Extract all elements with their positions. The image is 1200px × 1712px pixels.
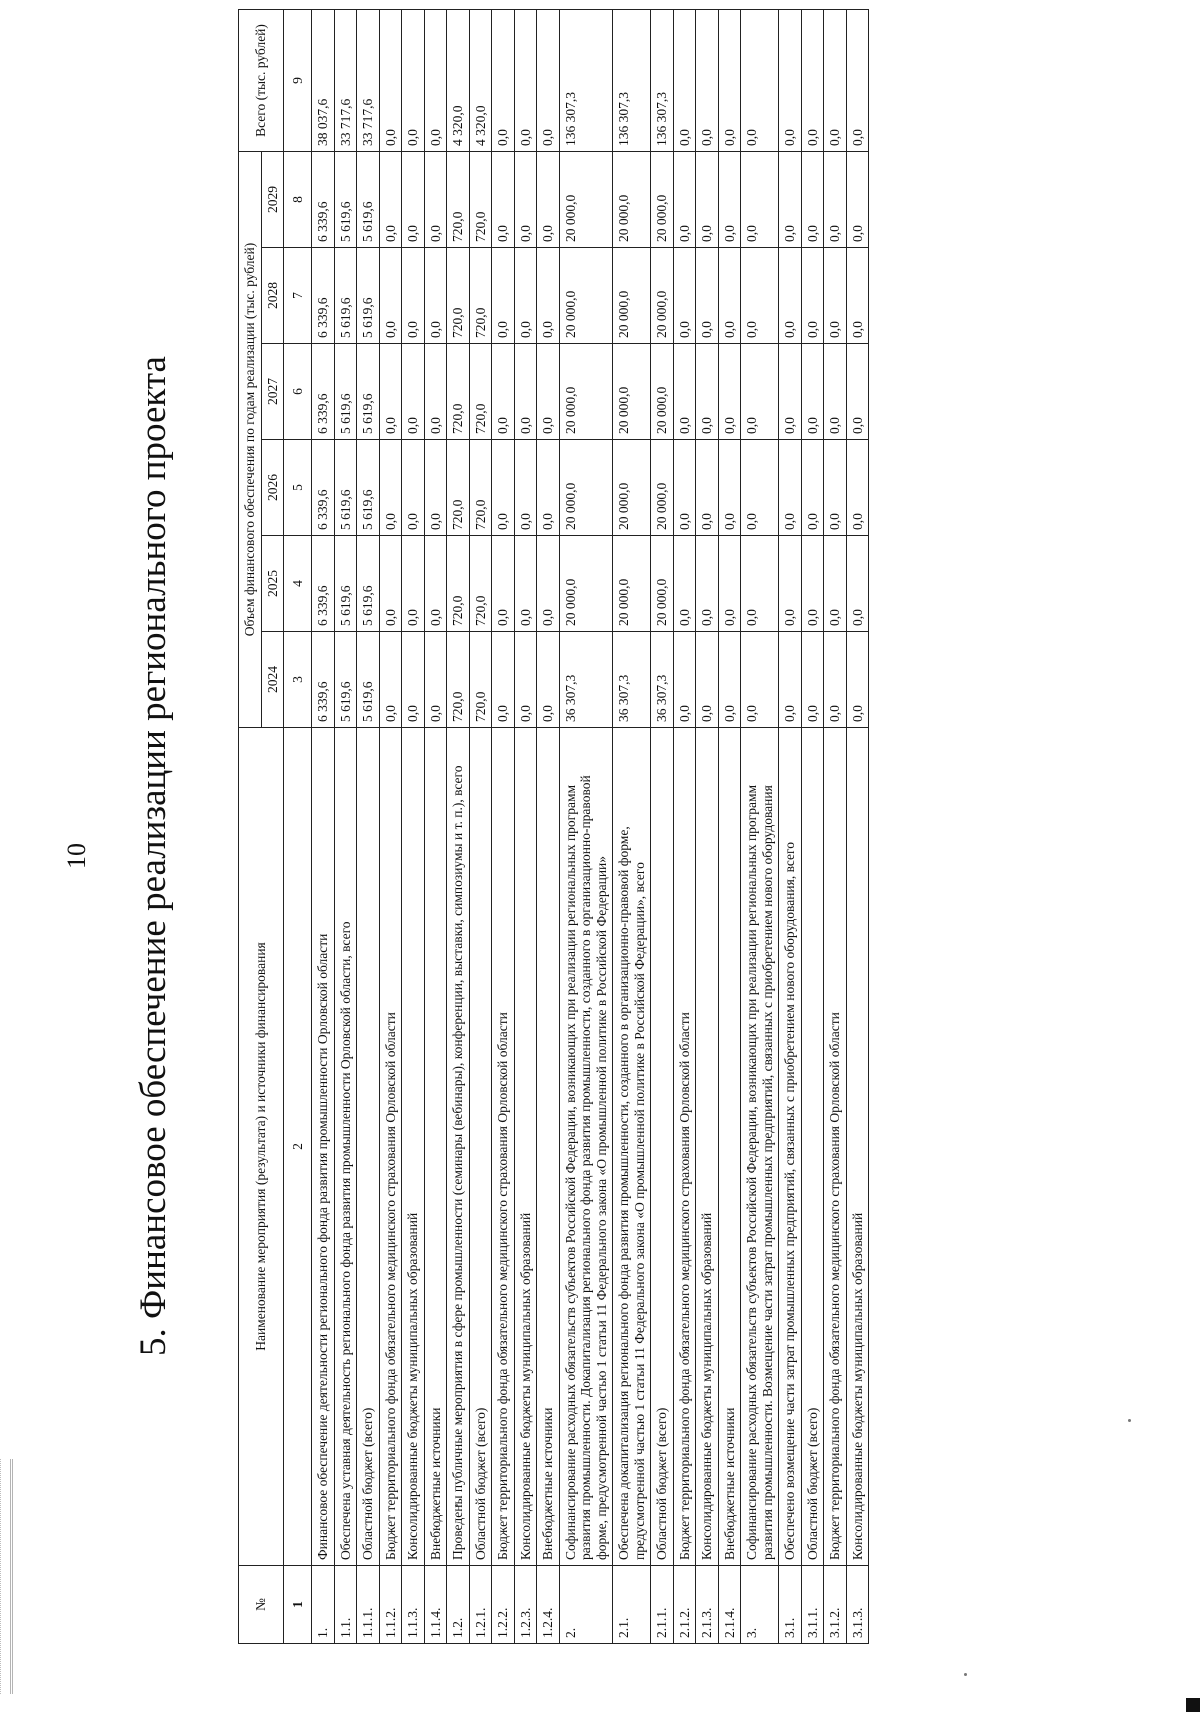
row-year-value: 0,0 — [718, 536, 741, 632]
table-row — [334, 10, 357, 1644]
row-name: Областной бюджет (всего) — [469, 728, 492, 1566]
row-year-value: 20 000,0 — [613, 344, 651, 440]
table-body — [284, 10, 869, 1644]
row-year-value: 0,0 — [846, 632, 869, 728]
row-name: Областной бюджет (всего) — [801, 728, 824, 1566]
row-total: 0,0 — [537, 10, 560, 152]
row-year-value: 5 619,6 — [334, 152, 357, 248]
table-row — [447, 10, 470, 1644]
row-name: Областной бюджет (всего) — [651, 728, 674, 1566]
header-year: 2029 — [261, 152, 284, 248]
row-year-value: 0,0 — [402, 344, 425, 440]
row-number: 1.1. — [334, 1566, 357, 1644]
row-year-value: 6 339,6 — [312, 440, 335, 536]
row-total: 0,0 — [696, 10, 719, 152]
table-row — [801, 10, 824, 1644]
row-total: 0,0 — [718, 10, 741, 152]
row-year-value: 720,0 — [469, 248, 492, 344]
row-year-value: 5 619,6 — [357, 344, 380, 440]
header-number: № — [239, 1566, 284, 1644]
row-total: 4 320,0 — [447, 10, 470, 152]
table-row — [651, 10, 674, 1644]
row-year-value: 0,0 — [537, 344, 560, 440]
table-row — [514, 10, 537, 1644]
row-year-value: 0,0 — [696, 344, 719, 440]
row-year-value: 0,0 — [801, 440, 824, 536]
row-year-value: 0,0 — [537, 632, 560, 728]
row-name: Внебюджетные источники — [537, 728, 560, 1566]
row-total: 0,0 — [824, 10, 847, 152]
row-name: Обеспечена докапитализация регионального фонда развития промышленности, созданного в организационно-правовой форме, предусмотренной частью 1 статьи 11 Федерального закона «О промышленной политике в Российской Федерации», всего — [613, 728, 651, 1566]
row-year-value: 0,0 — [741, 152, 779, 248]
row-year-value: 20 000,0 — [651, 536, 674, 632]
row-year-value: 20 000,0 — [559, 536, 613, 632]
row-year-value: 0,0 — [492, 248, 515, 344]
row-year-value: 0,0 — [492, 152, 515, 248]
table-row — [559, 10, 613, 1644]
row-year-value: 0,0 — [673, 440, 696, 536]
row-year-value: 0,0 — [492, 440, 515, 536]
row-number: 1.2.4. — [537, 1566, 560, 1644]
row-year-value: 0,0 — [673, 344, 696, 440]
row-name: Проведены публичные мероприятия в сфере промышленности (семинары (вебинары), конференции, выставки, симпозиумы и т. п.), всего — [447, 728, 470, 1566]
table-header-row — [239, 10, 262, 1644]
row-total: 0,0 — [379, 10, 402, 152]
table-row — [537, 10, 560, 1644]
row-year-value: 0,0 — [379, 152, 402, 248]
row-number: 1. — [312, 1566, 335, 1644]
row-total: 33 717,6 — [357, 10, 380, 152]
column-index-cell: 7 — [284, 248, 312, 344]
row-year-value: 720,0 — [469, 536, 492, 632]
column-index-cell: 6 — [284, 344, 312, 440]
row-number: 1.1.3. — [402, 1566, 425, 1644]
row-year-value: 5 619,6 — [334, 344, 357, 440]
header-year: 2025 — [261, 536, 284, 632]
row-number: 3.1. — [779, 1566, 802, 1644]
row-number: 3.1.2. — [824, 1566, 847, 1644]
row-total: 0,0 — [492, 10, 515, 152]
row-name: Бюджет территориального фонда обязательного медицинского страхования Орловской области — [379, 728, 402, 1566]
row-year-value: 720,0 — [447, 248, 470, 344]
row-year-value: 0,0 — [514, 344, 537, 440]
table-row — [696, 10, 719, 1644]
row-year-value: 0,0 — [741, 632, 779, 728]
row-total: 4 320,0 — [469, 10, 492, 152]
row-year-value: 0,0 — [696, 248, 719, 344]
row-name: Финансовое обеспечение деятельности регионального фонда развития промышленности Орловской области — [312, 728, 335, 1566]
row-number: 3.1.3. — [846, 1566, 869, 1644]
row-name: Бюджет территориального фонда обязательного медицинского страхования Орловской области — [492, 728, 515, 1566]
row-name: Софинансирование расходных обязательств субъектов Российской Федерации, возникающих при реализации региональных программ развития промышленности. Возмещение части затрат промышленных предприятий, связанных с приобретением нового оборудования — [741, 728, 779, 1566]
column-index-cell: 3 — [284, 632, 312, 728]
table-row — [613, 10, 651, 1644]
row-year-value: 36 307,3 — [613, 632, 651, 728]
row-total: 136 307,3 — [559, 10, 613, 152]
header-year: 2026 — [261, 440, 284, 536]
row-year-value: 5 619,6 — [357, 248, 380, 344]
row-name: Внебюджетные источники — [424, 728, 447, 1566]
row-year-value: 0,0 — [492, 344, 515, 440]
table-row — [357, 10, 380, 1644]
row-year-value: 0,0 — [824, 536, 847, 632]
row-year-value: 6 339,6 — [312, 344, 335, 440]
header-name: Наименование мероприятия (результата) и источники финансирования — [239, 728, 284, 1566]
column-index-cell: 1 — [284, 1566, 312, 1644]
row-number: 1.2.2. — [492, 1566, 515, 1644]
row-year-value: 0,0 — [718, 632, 741, 728]
financing-table — [238, 9, 869, 1644]
row-year-value: 5 619,6 — [334, 440, 357, 536]
row-total: 136 307,3 — [651, 10, 674, 152]
row-total: 0,0 — [801, 10, 824, 152]
row-total: 0,0 — [846, 10, 869, 152]
row-year-value: 20 000,0 — [559, 440, 613, 536]
row-year-value: 0,0 — [846, 440, 869, 536]
row-number: 2.1. — [613, 1566, 651, 1644]
header-total: Всего (тыс. рублей) — [239, 10, 284, 152]
row-year-value: 0,0 — [696, 440, 719, 536]
row-year-value: 0,0 — [801, 536, 824, 632]
row-year-value: 0,0 — [379, 536, 402, 632]
row-year-value: 720,0 — [447, 152, 470, 248]
row-name: Софинансирование расходных обязательств субъектов Российской Федерации, возникающих при реализации региональных программ развития промышленности. Докапитализация регионального фонда развития промышленности, созданного в организационно-правовой форме, предусмотренной частью 1 статьи 11 Федерального закона «О промышленной политике в Российской Федерации» — [559, 728, 613, 1566]
row-year-value: 6 339,6 — [312, 248, 335, 344]
row-year-value: 0,0 — [801, 344, 824, 440]
header-year: 2028 — [261, 248, 284, 344]
row-name: Бюджет территориального фонда обязательного медицинского страхования Орловской области — [673, 728, 696, 1566]
row-name: Обеспечено возмещение части затрат промышленных предприятий, связанных с приобретением нового оборудования, всего — [779, 728, 802, 1566]
row-number: 1.2.1. — [469, 1566, 492, 1644]
column-index-cell: 4 — [284, 536, 312, 632]
row-total: 0,0 — [779, 10, 802, 152]
row-year-value: 0,0 — [537, 536, 560, 632]
row-number: 2. — [559, 1566, 613, 1644]
row-name: Консолидированные бюджеты муниципальных образований — [402, 728, 425, 1566]
row-year-value: 0,0 — [537, 248, 560, 344]
row-year-value: 0,0 — [514, 632, 537, 728]
row-year-value: 0,0 — [718, 440, 741, 536]
row-year-value: 0,0 — [741, 536, 779, 632]
row-name: Внебюджетные источники — [718, 728, 741, 1566]
row-year-value: 36 307,3 — [651, 632, 674, 728]
row-total: 0,0 — [673, 10, 696, 152]
row-year-value: 0,0 — [673, 248, 696, 344]
row-year-value: 0,0 — [492, 632, 515, 728]
column-index-cell: 8 — [284, 152, 312, 248]
row-year-value: 0,0 — [402, 632, 425, 728]
row-year-value: 6 339,6 — [312, 152, 335, 248]
row-number: 2.1.4. — [718, 1566, 741, 1644]
row-number: 1.2.3. — [514, 1566, 537, 1644]
row-year-value: 0,0 — [779, 440, 802, 536]
row-number: 1.1.2. — [379, 1566, 402, 1644]
row-year-value: 0,0 — [673, 632, 696, 728]
row-year-value: 0,0 — [696, 152, 719, 248]
row-year-value: 720,0 — [447, 632, 470, 728]
row-year-value: 0,0 — [492, 536, 515, 632]
table-row — [824, 10, 847, 1644]
row-year-value: 36 307,3 — [559, 632, 613, 728]
row-year-value: 0,0 — [779, 152, 802, 248]
row-year-value: 0,0 — [779, 632, 802, 728]
table-row — [846, 10, 869, 1644]
row-year-value: 5 619,6 — [334, 248, 357, 344]
table-row — [312, 10, 335, 1644]
row-year-value: 0,0 — [824, 632, 847, 728]
row-year-value: 5 619,6 — [357, 632, 380, 728]
row-year-value: 720,0 — [447, 536, 470, 632]
table-row — [402, 10, 425, 1644]
row-year-value: 20 000,0 — [559, 344, 613, 440]
row-year-value: 0,0 — [402, 152, 425, 248]
row-number: 3.1.1. — [801, 1566, 824, 1644]
row-year-value: 5 619,6 — [334, 632, 357, 728]
row-year-value: 20 000,0 — [613, 248, 651, 344]
row-year-value: 0,0 — [718, 344, 741, 440]
row-year-value: 0,0 — [514, 152, 537, 248]
table-row — [424, 10, 447, 1644]
table-row — [718, 10, 741, 1644]
column-index-cell: 9 — [284, 10, 312, 152]
row-year-value: 20 000,0 — [651, 248, 674, 344]
row-year-value: 20 000,0 — [651, 440, 674, 536]
row-year-value: 0,0 — [846, 536, 869, 632]
table-row — [469, 10, 492, 1644]
row-year-value: 0,0 — [779, 344, 802, 440]
row-year-value: 0,0 — [379, 248, 402, 344]
row-total: 0,0 — [402, 10, 425, 152]
row-year-value: 0,0 — [741, 440, 779, 536]
scan-corner-mark — [1186, 1698, 1200, 1712]
row-year-value: 0,0 — [379, 344, 402, 440]
row-year-value: 0,0 — [379, 632, 402, 728]
row-year-value: 0,0 — [402, 248, 425, 344]
row-year-value: 6 339,6 — [312, 632, 335, 728]
header-years-group: Объем финансового обеспечения по годам реализации (тыс. рублей) — [239, 152, 262, 728]
row-year-value: 0,0 — [424, 536, 447, 632]
scan-header-rule — [0, 1459, 13, 1694]
row-total: 38 037,6 — [312, 10, 335, 152]
row-year-value: 0,0 — [741, 344, 779, 440]
row-year-value: 0,0 — [696, 632, 719, 728]
column-index-row — [284, 10, 312, 1644]
row-number: 2.1.1. — [651, 1566, 674, 1644]
row-year-value: 720,0 — [469, 344, 492, 440]
row-number: 3. — [741, 1566, 779, 1644]
row-total: 0,0 — [741, 10, 779, 152]
row-year-value: 0,0 — [824, 440, 847, 536]
row-year-value: 0,0 — [801, 632, 824, 728]
row-total: 0,0 — [424, 10, 447, 152]
row-year-value: 0,0 — [779, 248, 802, 344]
row-year-value: 0,0 — [824, 248, 847, 344]
row-year-value: 20 000,0 — [651, 152, 674, 248]
row-year-value: 20 000,0 — [651, 344, 674, 440]
row-year-value: 0,0 — [424, 152, 447, 248]
row-year-value: 0,0 — [718, 152, 741, 248]
row-year-value: 0,0 — [379, 440, 402, 536]
row-year-value: 0,0 — [424, 440, 447, 536]
row-year-value: 0,0 — [424, 344, 447, 440]
row-year-value: 0,0 — [514, 440, 537, 536]
row-year-value: 0,0 — [846, 152, 869, 248]
row-year-value: 0,0 — [537, 152, 560, 248]
header-year: 2027 — [261, 344, 284, 440]
row-year-value: 0,0 — [673, 152, 696, 248]
row-year-value: 0,0 — [696, 536, 719, 632]
row-year-value: 5 619,6 — [357, 440, 380, 536]
column-index-cell: 2 — [284, 728, 312, 1566]
table-row — [741, 10, 779, 1644]
row-year-value: 0,0 — [779, 536, 802, 632]
row-name: Бюджет территориального фонда обязательного медицинского страхования Орловской области — [824, 728, 847, 1566]
scan-speck — [964, 1673, 967, 1676]
row-year-value: 720,0 — [469, 632, 492, 728]
row-year-value: 20 000,0 — [559, 152, 613, 248]
row-year-value: 20 000,0 — [613, 152, 651, 248]
table-row — [779, 10, 802, 1644]
row-year-value: 0,0 — [846, 248, 869, 344]
row-year-value: 20 000,0 — [613, 440, 651, 536]
row-year-value: 0,0 — [801, 248, 824, 344]
row-total: 136 307,3 — [613, 10, 651, 152]
row-year-value: 0,0 — [824, 344, 847, 440]
row-total: 0,0 — [514, 10, 537, 152]
table-row — [492, 10, 515, 1644]
row-number: 2.1.2. — [673, 1566, 696, 1644]
row-year-value: 720,0 — [447, 440, 470, 536]
row-name: Консолидированные бюджеты муниципальных образований — [696, 728, 719, 1566]
row-year-value: 0,0 — [741, 248, 779, 344]
row-year-value: 0,0 — [718, 248, 741, 344]
row-year-value: 0,0 — [402, 440, 425, 536]
row-name: Обеспечена уставная деятельность регионального фонда развития промышленности Орловской области, всего — [334, 728, 357, 1566]
row-year-value: 5 619,6 — [334, 536, 357, 632]
page-number: 10 — [62, 843, 91, 869]
row-year-value: 0,0 — [424, 632, 447, 728]
document-title: 5. Финансовое обеспечение реализации регионального проекта — [133, 356, 174, 1356]
row-year-value: 720,0 — [469, 152, 492, 248]
column-index-cell: 5 — [284, 440, 312, 536]
table-row — [673, 10, 696, 1644]
scan-speck — [1128, 1419, 1131, 1422]
row-name: Областной бюджет (всего) — [357, 728, 380, 1566]
row-year-value: 0,0 — [846, 344, 869, 440]
row-year-value: 0,0 — [402, 536, 425, 632]
row-year-value: 20 000,0 — [613, 536, 651, 632]
row-year-value: 720,0 — [469, 440, 492, 536]
header-year: 2024 — [261, 632, 284, 728]
row-year-value: 0,0 — [424, 248, 447, 344]
row-year-value: 5 619,6 — [357, 536, 380, 632]
row-year-value: 0,0 — [824, 152, 847, 248]
row-number: 1.1.4. — [424, 1566, 447, 1644]
row-year-value: 6 339,6 — [312, 536, 335, 632]
table-row — [379, 10, 402, 1644]
row-year-value: 0,0 — [801, 152, 824, 248]
row-name: Консолидированные бюджеты муниципальных образований — [846, 728, 869, 1566]
row-year-value: 720,0 — [447, 344, 470, 440]
row-number: 1.2. — [447, 1566, 470, 1644]
row-year-value: 0,0 — [514, 536, 537, 632]
row-number: 2.1.3. — [696, 1566, 719, 1644]
row-year-value: 5 619,6 — [357, 152, 380, 248]
row-year-value: 20 000,0 — [559, 248, 613, 344]
row-year-value: 0,0 — [673, 536, 696, 632]
row-year-value: 0,0 — [514, 248, 537, 344]
row-total: 33 717,6 — [334, 10, 357, 152]
row-name: Консолидированные бюджеты муниципальных образований — [514, 728, 537, 1566]
row-number: 1.1.1. — [357, 1566, 380, 1644]
row-year-value: 0,0 — [537, 440, 560, 536]
